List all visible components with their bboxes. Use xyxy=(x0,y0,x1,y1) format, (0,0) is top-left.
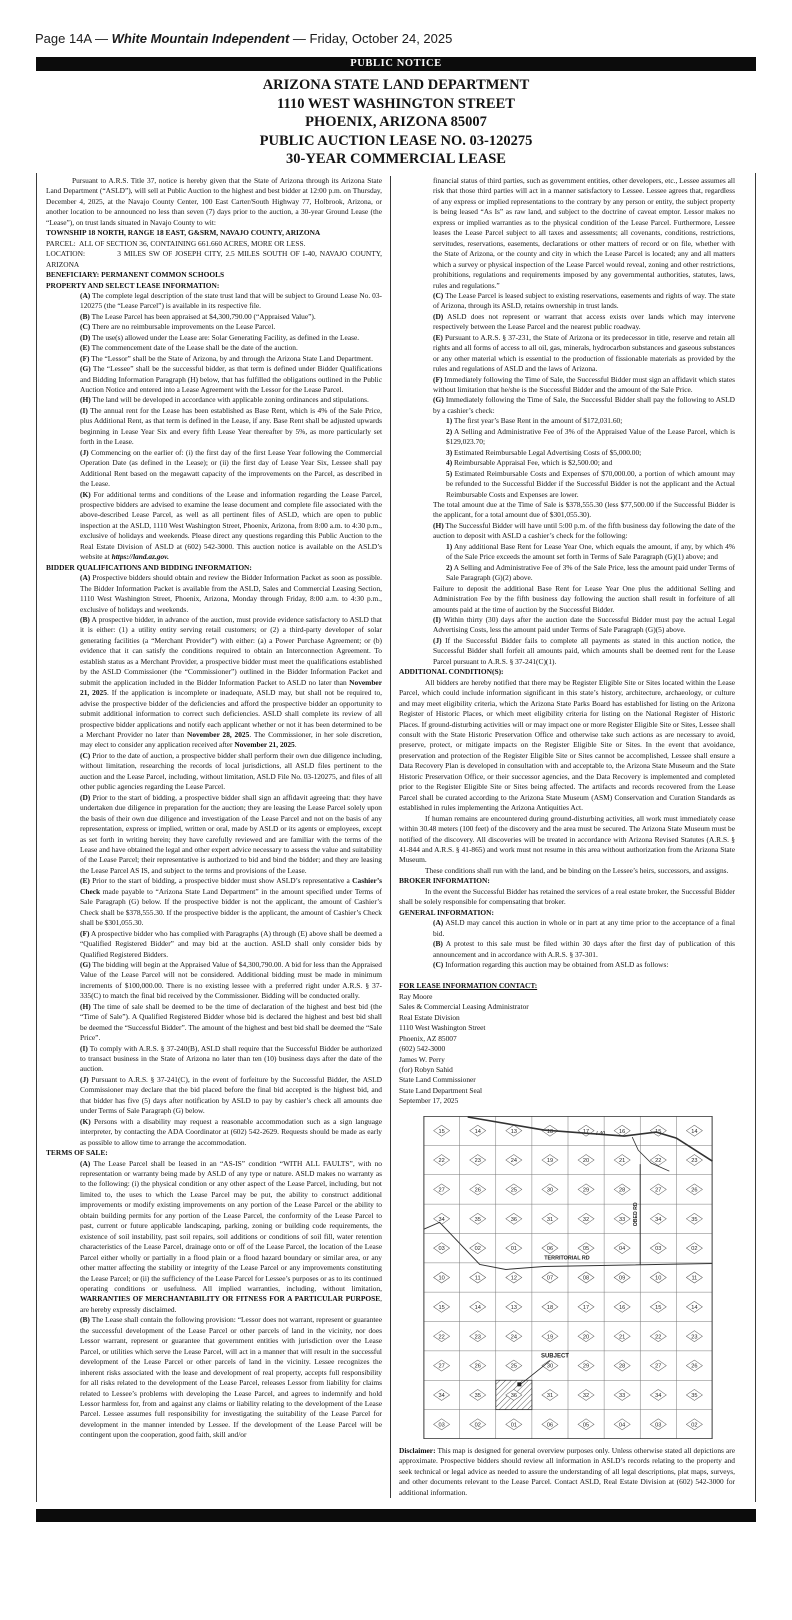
total-due-paragraph: The total amount due at the Time of Sale is $378,555.30 (less $77,500.00 if the Successful Bidder is the applicant, for a total amount due of $301,055.30). xyxy=(433,500,735,520)
terms-item-b-continued: financial status of third parties, such as government entities, other developers, etc., Lessee assumes all risk that those third parties will act in a manner satisfactory to Lessee. Lessee agrees that, regardless of any express or implied representations to the contrary by any person or entity, the subject property is being leased “As Is” as raw land, and subject to the doctrine of caveat emptor. Lessor makes no express or implied warranties as to the physical condition of the Lease Parcel. Furthermore, Lessee leases the Lease Parcel subject to all taxes and assessments; all covenants, conditions, restrictions, servitudes, reservations, easements, declarations or other matters of record or on file, whether with the State of Arizona, or the county and city in which the Lease Parcel is located; any and all matters which a survey or physical inspection of the Lease Parcel would reveal, zoning and other restrictions, prohibitions, regulations and requirements imposed by any governmental authorities, statutes, laws, rules and regulations.” xyxy=(433,175,735,290)
bottom-black-rule xyxy=(36,1509,756,1522)
section-number: 14 xyxy=(691,1304,698,1311)
section-number: 26 xyxy=(691,1187,698,1194)
territorial-road-label: TERRITORIAL RD xyxy=(544,1255,590,1262)
terms-item-g: (G) Immediately following the Time of Sale, the Successful Bidder shall pay the following to ASLD by a cashier’s check: xyxy=(433,395,735,415)
location-line: LOCATION: 3 MILES SW OF JOSEPH CITY, 2.5 MILES SOUTH OF I-40, NAVAJO COUNTY, ARIZONA xyxy=(46,249,382,269)
section-number: 13 xyxy=(510,1304,517,1311)
section-number: 14 xyxy=(474,1304,481,1311)
section-number: 21 xyxy=(619,1157,626,1164)
section-number: 03 xyxy=(655,1246,662,1253)
subject-label: SUBJECT xyxy=(540,1353,569,1360)
section-number: 24 xyxy=(510,1334,517,1341)
notice-columns xyxy=(36,173,756,1502)
section-number: 28 xyxy=(619,1187,626,1194)
section-number: 24 xyxy=(510,1157,517,1164)
map-disclaimer: Disclaimer: This map is designed for general overview purposes only. Unless otherwise stated all depictions are approximate. Prospective bidders should review all information in ASLD’s records relating to the property and seek technical or legal advice as needed to assure the understanding of all legal descriptions, plat maps, surveys, and other documents relevant to the Lease Parcel. Contact ASLD, Real Estate Division at (602) 542-3000 for additional information. xyxy=(399,1445,735,1497)
section-number: 27 xyxy=(438,1363,445,1370)
intro-paragraph: Pursuant to A.R.S. Title 37, notice is hereby given that the State of Arizona through its Arizona State Land Department (“ASLD”), will sell at Public Auction to the highest and best bidder at 12:00 p.m. on Thursday, December 4, 2025, at the Navajo County Center, 100 East Carter/South Highway 77, Holbrook, Arizona, or another location to be announced no less than seven (7) days prior to the auction, a 30-year Ground Lease (the “Lease”), on trust lands situated in Navajo County to wit: xyxy=(46,175,382,227)
deposit-item-2: 2) A Selling and Administrative Fee of 3% of the Sale Price, less the amount paid under Terms of Sale Paragraph (G)(2) above. xyxy=(446,562,735,583)
section-number: 35 xyxy=(474,1392,481,1399)
bidder-item-f: (F) A prospective bidder who has complied with Paragraphs (A) through (E) above shall be deemed a “Qualified Registered Bidder” and may bid at the auction. ASLD shall only consider bids by Qualified Registered Bidders. xyxy=(80,928,382,959)
subject-arrow-tip xyxy=(517,1382,521,1386)
section-number: 29 xyxy=(582,1363,590,1370)
section-number: 06 xyxy=(546,1422,554,1429)
section-number: 29 xyxy=(582,1187,590,1194)
section-number: 34 xyxy=(655,1216,662,1223)
section-number: 26 xyxy=(474,1187,481,1194)
section-number: 32 xyxy=(582,1392,590,1399)
terms-item-i: (I) Within thirty (30) days after the auction date the Successful Bidder must pay the actual Legal Advertising Costs, less the amount paid under Terms of Sale Paragraph (G)(5) above. xyxy=(433,615,735,635)
section-number: 33 xyxy=(619,1392,626,1399)
interstate-40-road xyxy=(468,1117,713,1161)
section-number: 14 xyxy=(691,1128,698,1135)
broker-paragraph: In the event the Successful Bidder has retained the services of a real estate broker, the Successful Bidder shall be solely responsible for compensating that broker. xyxy=(399,886,735,907)
section-number: 22 xyxy=(655,1334,662,1341)
section-number: 22 xyxy=(655,1157,662,1164)
section-number: 12 xyxy=(510,1275,517,1282)
section-number: 33 xyxy=(619,1216,626,1223)
bidder-item-h: (H) The time of sale shall be deemed to be the time of declaration of the highest and best bid (the “Time of Sale”). A Qualified Registered Bidder whose bid is declared the highest and best bid shall be deemed the “Successful Bidder”. The amount of the highest and best bid shall be deemed the “Sale Price”. xyxy=(80,1001,382,1043)
human-remains-paragraph: If human remains are encountered during ground-disturbing activities, all work must immediately cease within 30.48 meters (100 feet) of the discovery and the area must be secured. The Arizona State Museum must be notified of the discovery. All discoveries will be treated in accordance with Arizona Revised Statutes (A.R.S. § 41-844 and A.R.S. § 41-865) and work must not resume in this area without authorization from the Arizona State Museum. xyxy=(399,813,735,865)
title-line: 30-YEAR COMMERCIAL LEASE xyxy=(286,151,506,168)
property-item-d: (D) The use(s) allowed under the Lease are: Solar Generating Facility, as defined in the Lease. xyxy=(80,332,360,342)
plat-map-container xyxy=(423,1116,713,1439)
general-item-b: (B) A protest to this sale must be filed within 30 days after the first day of publication of this announcement and in accordance with A.R.S. § 37-301. xyxy=(433,939,735,959)
payment-item-3: 3) Estimated Reimbursable Legal Advertising Costs of $5,000.00; xyxy=(446,447,642,457)
folio-paper-name: White Mountain Independent xyxy=(111,31,290,46)
title-line: PUBLIC AUCTION LEASE NO. 03-120275 xyxy=(259,132,533,149)
section-number: 27 xyxy=(655,1363,662,1370)
section-number: 19 xyxy=(546,1157,554,1164)
broker-information-heading: BROKER INFORMATION: xyxy=(399,876,490,886)
section-number: 20 xyxy=(582,1157,590,1164)
section-number: 35 xyxy=(691,1392,698,1399)
section-number: 04 xyxy=(619,1246,626,1253)
section-number: 04 xyxy=(619,1422,626,1429)
section-number: 16 xyxy=(619,1304,626,1311)
section-number: 25 xyxy=(510,1363,517,1370)
terms-item-e: (E) Pursuant to A.R.S. § 37-231, the State of Arizona or its predecessor in title, reserve and retain all rights and all forms of access to all oil, gas, minerals, hydrocarbon substances and gaseous substances or any other material which is essential to the production of fissionable materials as provided by the rules and regulations of ASLD and the laws of Arizona. xyxy=(433,332,735,374)
contact-street: 1110 West Washington Street xyxy=(399,1023,486,1033)
additional-conditions-heading: ADDITIONAL CONDITION(S): xyxy=(399,667,504,677)
section-number: 25 xyxy=(510,1187,517,1194)
property-item-e: (E) The commencement date of the Lease shall be the date of the auction. xyxy=(80,343,298,353)
deposit-item-1: 1) Any additional Base Rent for Lease Year One, which equals the amount, if any, by which 4% of the Sale Price exceeds the amount set forth in Terms of Sale Paragraph (G)(1) above; and xyxy=(446,541,735,562)
right-column xyxy=(399,176,735,1498)
section-number: 10 xyxy=(655,1275,662,1282)
contact-city: Phoenix, AZ 85007 xyxy=(399,1033,457,1043)
bidder-item-a: (A) Prospective bidders should obtain and review the Bidder Information Packet as soon as possible. The Bidder Information Packet is available from the ASLD, Sales and Commercial Leasing Section, 1110 West Washington Street, Phoenix, Arizona, Monday through Friday, 8:00 a.m. to 4:30 p.m., exclusive of holidays and weekends. xyxy=(80,573,382,614)
section-number: 02 xyxy=(691,1246,698,1253)
property-item-i: (I) The annual rent for the Lease has been established as Base Rent, which is 4% of the Sale Price, plus Additional Rent, as that term is defined in the Lease, if any. Base Rent shall be adjusted upwards beginning in Lease Year Six and every fifth Lease Year thereafter by 5%, as more particularly set forth in the Lease. xyxy=(80,405,382,447)
folio-page-number: Page 14A — xyxy=(35,31,112,46)
public-notice-banner: PUBLIC NOTICE xyxy=(36,57,756,71)
terms-item-a: (A) The Lease Parcel shall be leased in an “AS-IS” condition “WITH ALL FAULTS”, with no representation or warranty being made by ASLD of any type or nature. ASLD makes no warranty as to the following: (i) the physical condition or any other aspect of the Lease Parcel, including, but not limited to, the uses to which the Lease Parcel may be put, the ability to construct additional improvements or modify existing improvements on any portion of the Lease Parcel or the ability to obtain building permits for any portion of the Lease Parcel, the conformity of the Lease Parcel to past, current or future applicable landscaping, parking, zoning or building code requirements, the existence of soil instability, past soil repairs, soil additions or conditions of soil fill, water retention characteristics of the Lease Parcel, drainage onto or off of the Lease Parcel, the location of the Lease Parcel either wholly or partially in a flood plain or a flood hazard boundary or similar area, or any other matter affecting the stability or integrity of the Lease Parcel or any improvements constituting the Lease Parcel; or (ii) the sufficiency of the Lease Parcel for Lessee’s purposes or as to its continued operating conditions or usefulness. All implied warranties, including, without limitation, WARRANTIES OF MERCHANTABILITY OR FITNESS FOR A PARTICULAR PURPOSE, are hereby expressly disclaimed. xyxy=(80,1158,382,1314)
section-number: 11 xyxy=(474,1275,481,1282)
section-number: 16 xyxy=(619,1128,626,1135)
bidder-item-c: (C) Prior to the date of auction, a prospective bidder shall perform their own due diligence including, without limitation, researching the records of local jurisdictions, all ASLD files pertinent to the auction and the Lease Parcel, including, without limitation, ASLD File No. 03-120275, and files of all other public agencies regarding the Lease Parcel. xyxy=(80,750,382,792)
bidder-item-b: (B) A prospective bidder, in advance of the auction, must provide evidence satisfactory to ASLD that it is either: (1) a utility entity serving retail customers; or (2) a third-party developer of solar generating facilities (a “Merchant Provider”) with either: (a) a Power Purchase Agreement; or (b) evidence that it can satisfy the conditions required to obtain an Interconnection Agreement. To establish status as a Merchant Provider, a prospective bidder must meet the qualifications established by the ASLD Commissioner (the “Commissioner”) outlined in the Bidder Information Packet and submit the application included in the Bidder Information Packet to ASLD no later than November 21, 2025. If the application is incomplete or inadequate, ASLD may, but shall not be required to, advise the prospective bidder of the deficiencies and afford the prospective bidder an opportunity to submit additional information to correct such deficiencies. ASLD shall complete its review of all prospective bidder applications and notify each applicant whether or not it has been determined to be a Merchant Provider no later than November 28, 2025. The Commissioner, in her sole discretion, may elect to consider any application received after November 21, 2025. xyxy=(80,615,382,750)
section-number: 32 xyxy=(582,1216,590,1223)
terms-item-f: (F) Immediately following the Time of Sale, the Successful Bidder must sign an affidavit which states without limitation that he/she is the Successful Bidder and the amount of the Sale Price. xyxy=(433,374,736,395)
property-info-heading: PROPERTY AND SELECT LEASE INFORMATION: xyxy=(46,280,220,290)
section-number: 30 xyxy=(546,1363,554,1370)
section-number: 01 xyxy=(510,1246,517,1253)
section-number: 02 xyxy=(691,1422,698,1429)
section-number: 26 xyxy=(474,1363,481,1370)
general-information-heading: GENERAL INFORMATION: xyxy=(399,907,494,917)
section-number: 31 xyxy=(546,1392,554,1399)
page-folio xyxy=(35,31,452,46)
property-item-h: (H) The land will be developed in accordance with applicable zoning ordinances and stipulations. xyxy=(80,395,369,405)
left-column xyxy=(46,176,382,1498)
section-number: 34 xyxy=(438,1216,445,1223)
signatory-name: James W. Perry xyxy=(399,1054,445,1064)
terms-item-b: (B) The Lease shall contain the following provision: “Lessor does not warrant, represent or guarantee the successful development of the Lease Parcel or other parcels of land in the vicinity, nor does Lessor warrant, represent or guarantee that government entities with jurisdiction over the Lease Parcel, or utilities which serve the Lease Parcel, will act in a manner that will result in the successful development of the Lease Parcel or other parcels of land in the vicinity. Lessee recognizes the inherent risks associated with the lease and development of real property, accepts full responsibility for all risks related to the development of the Lease Parcel, releases Lessor from liability for claims related to Lessee’s problems with developing the Lease Parcel, and agrees to indemnify and hold Lessor harmless for, from and against any claims or liability relating to the development of the Lease Parcel. Lessee assumes full responsibility for investigating the suitability of the Lease Parcel for development in the manner intended by Lessee. If the development of the Lease Parcel will be contingent upon the cooperation, good faith, skill and/or xyxy=(80,1315,382,1440)
property-item-a: (A) The complete legal description of the state trust land that will be subject to Ground Lease No. 03-120275 (the “Lease Parcel”) is available in its respective file. xyxy=(80,290,382,311)
column-divider-rule xyxy=(390,176,391,1498)
section-number: 31 xyxy=(546,1216,554,1223)
township-plat-map xyxy=(423,1116,713,1439)
section-number: 21 xyxy=(619,1334,626,1341)
general-item-c: (C) Information regarding this auction may be obtained from ASLD as follows: xyxy=(433,959,669,969)
section-number: 02 xyxy=(474,1422,481,1429)
section-number: 23 xyxy=(474,1334,481,1341)
contact-phone: (602) 542-3000 xyxy=(399,1044,446,1054)
section-number: 34 xyxy=(438,1392,445,1399)
section-number: 06 xyxy=(546,1246,554,1253)
section-number: 03 xyxy=(438,1422,445,1429)
section-number: 34 xyxy=(655,1392,662,1399)
section-number: 05 xyxy=(582,1246,590,1253)
section-number: 27 xyxy=(438,1187,445,1194)
forfeiture-paragraph: Failure to deposit the additional Base Rent for Lease Year One plus the additional Selling and Administration Fee by the fifth business day following the auction shall result in forfeiture of all amounts paid at the time of auction by the Successful Bidder. xyxy=(433,583,735,614)
signatory-for: (for) Robyn Sahid xyxy=(399,1065,453,1075)
seal-line: State Land Department Seal xyxy=(399,1085,483,1095)
section-number: 27 xyxy=(655,1187,662,1194)
bidder-qualifications-heading: BIDDER QUALIFICATIONS AND BIDDING INFORMATION: xyxy=(46,562,252,572)
property-item-f: (F) The “Lessor” shall be the State of Arizona, by and through the Arizona State Land Department. xyxy=(80,353,373,363)
section-number: 07 xyxy=(546,1275,554,1282)
bidder-item-k: (K) Persons with a disability may request a reasonable accommodation such as a sign language interpreter, by contacting the ADA Coordinator at (602) 542-2629. Requests should be made as early as possible to allow time to arrange the accommodation. xyxy=(80,1116,382,1147)
property-item-b: (B) The Lease Parcel has been appraised at $4,300,790.00 (“Appraised Value”). xyxy=(80,311,316,321)
section-number: 10 xyxy=(438,1275,445,1282)
interstate-40-label: I-40 xyxy=(596,1130,606,1137)
terms-of-sale-heading: TERMS OF SALE: xyxy=(46,1148,108,1158)
lease-contact-heading: FOR LEASE INFORMATION CONTACT: xyxy=(399,981,538,991)
section-number: 23 xyxy=(691,1334,698,1341)
section-number: 13 xyxy=(510,1128,517,1135)
section-number: 19 xyxy=(546,1334,554,1341)
payment-item-4: 4) Reimbursable Appraisal Fee, which is $2,500.00; and xyxy=(446,458,613,468)
section-number: 17 xyxy=(582,1128,590,1135)
folio-date: — Friday, October 24, 2025 xyxy=(289,31,453,46)
payment-item-1: 1) The first year’s Base Rent in the amount of $172,031.60; xyxy=(446,416,623,426)
title-line: ARIZONA STATE LAND DEPARTMENT xyxy=(262,77,530,93)
signatory-title: State Land Commissioner xyxy=(399,1075,476,1085)
terms-item-h: (H) The Successful Bidder will have until 5:00 p.m. of the fifth business day following the date of the auction to deposit with ASLD a cashier’s check for the following: xyxy=(433,520,735,541)
beneficiary-heading: BENEFICIARY: PERMANENT COMMON SCHOOLS xyxy=(46,270,225,280)
public-notice-box xyxy=(36,57,756,1522)
section-number: 18 xyxy=(546,1128,554,1135)
contact-division: Real Estate Division xyxy=(399,1012,460,1022)
township-heading: TOWNSHIP 18 NORTH, RANGE 18 EAST, G&SRM, NAVAJO COUNTY, ARIZONA xyxy=(46,228,321,238)
section-number: 26 xyxy=(691,1363,698,1370)
section-number: 36 xyxy=(510,1392,517,1399)
bidder-item-d: (D) Prior to the start of bidding, a prospective bidder shall sign an affidavit agreeing that: they have undertaken due diligence in preparation for the auction; they are leasing the Lease Parcel solely upon the basis of their own due diligence and investigation of the Lease Parcel and not on the basis of any representation, express or implied, written or oral, made by ASLD or its agents or employees, except as set forth in writing herein; they have carefully reviewed and are familiar with the terms of the Lease and have obtained the legal and other expert advice necessary to assess the value and suitability of the Lease Parcel; their representative is authorized to bid and bind the bidder; and they are leasing the Lease Parcel AS IS, and subject to the terms and provisions of the Lease. xyxy=(80,792,382,875)
title-line: 1110 WEST WASHINGTON STREET xyxy=(277,95,515,112)
section-number: 08 xyxy=(582,1275,590,1282)
section-number: 30 xyxy=(546,1187,554,1194)
property-item-g: (G) The “Lessee” shall be the successful bidder, as that term is defined under Bidder Qualifications and Bidding Information Paragraph (H) below, that has fulfilled the obligations outlined in the Public Auction Notice and entered into a Lease Agreement with the Lessor for the Lease Parcel. xyxy=(80,364,382,395)
section-number: 15 xyxy=(655,1304,662,1311)
notice-date: September 17, 2025 xyxy=(399,1096,459,1106)
section-number: 05 xyxy=(582,1422,590,1429)
historic-sites-paragraph: All bidders are hereby notified that there may be Register Eligible Site or Sites located within the Lease Parcel, which could include information significant in this state’s history, architecture, archaeology, or culture and may meet eligibility criteria, which the Arizona State Parks Board has established for listing on the Arizona Register of Historic Places, or which meet eligibility criteria for listing on the National Register of Historic Places. If ground-disturbing activities will or may impact one or more Register Eligible Site or Sites, Lessee shall consult with the State Historic Preservation Office and otherwise take such actions as are necessary to avoid, preserve, protect, or mitigate impacts on the Register Eligible Site or Sites. In the event that avoidance, preservation and protection of the Register Eligible Site or Sites cannot be accomplished, Lessee shall ensure a Data Recovery Plan is developed in consultation with and acceptable to, the Arizona State Museum and the State Historic Preservation Office, or their successor agencies, and the Data Recovery is implemented and completed prior to the Register Eligible Site or Sites being affected. The artifacts and records recovered from the Lease Parcel shall be curated according to the Arizona State Museum (ASM) Conservation and Curation Standards as established in rules implementing the Arizona Antiquities Act. xyxy=(399,677,735,813)
section-number: 03 xyxy=(438,1246,445,1253)
section-number: 09 xyxy=(619,1275,626,1282)
bidder-item-i: (I) To comply with A.R.S. § 37-240(B), ASLD shall require that the Successful Bidder be authorized to transact business in the State of Arizona no later than ten (10) business days after the date of the auction. xyxy=(80,1043,382,1074)
section-number: 02 xyxy=(474,1246,481,1253)
contact-name: Ray Moore xyxy=(399,991,433,1001)
general-item-a: (A) ASLD may cancel this auction in whole or in part at any time prior to the acceptance of a final bid. xyxy=(433,918,735,938)
section-number: 28 xyxy=(619,1363,626,1370)
terms-item-d: (D) ASLD does not represent or warrant that access exists over lands which may intervene respectively between the Lease Parcel and the nearest public roadway. xyxy=(433,311,735,332)
section-number: 15 xyxy=(438,1304,445,1311)
bidder-item-j: (J) Pursuant to A.R.S. § 37-241(C), in the event of forfeiture by the Successful Bidder, the ASLD Commissioner may declare that the bid placed before the final bid accepted is the highest bid, and that bidder has five (5) days after notification by ASLD to pay by cashier’s check all amounts due under Terms of Sale Paragraph (G) below. xyxy=(80,1074,382,1116)
section-number: 22 xyxy=(438,1157,445,1164)
property-item-j: (J) Commencing on the earlier of: (i) the first day of the first Lease Year following the Commercial Operation Date (as defined in the Lease); or (ii) the first day of Lease Year Six, Lessee shall pay Additional Rent based on the megawatt capacity of the improvements on the Parcel, as described in the Lease. xyxy=(80,447,382,489)
section-number: 01 xyxy=(510,1422,517,1429)
payment-item-5: 5) Estimated Reimbursable Costs and Expenses of $70,000.00, a portion of which amount may be refunded to the Successful Bidder if the Successful Bidder is not the applicant and the Actual Reimbursable Costs and Expenses are lower. xyxy=(446,468,735,499)
property-item-c: (C) There are no reimbursable improvements on the Lease Parcel. xyxy=(80,322,276,332)
section-number: 22 xyxy=(438,1334,445,1341)
bidder-item-g: (G) The bidding will begin at the Appraised Value of $4,300,790.00. A bid for less than the Appraised Value of the Lease Parcel will not be considered. Additional bidding must be made in minimum increments of $100,000.00. There is no existing lessee with a preferred right under A.R.S. § 37-335(C) to match the final bid received by the Commissioner. Bidding will be conducted orally. xyxy=(80,959,382,1001)
section-number: 20 xyxy=(582,1334,590,1341)
title-line: PHOENIX, ARIZONA 85007 xyxy=(305,114,487,131)
section-number: 18 xyxy=(546,1304,554,1311)
section-number: 17 xyxy=(582,1304,590,1311)
section-number: 35 xyxy=(474,1216,481,1223)
section-number: 23 xyxy=(691,1157,698,1164)
branch-road xyxy=(632,1137,669,1171)
payment-item-2: 2) A Selling and Administrative Fee of 3% of the Appraised Value of the Lease Parcel, which is $129,023.70; xyxy=(446,426,735,447)
terms-item-j: (J) If the Successful Bidder fails to complete all payments as stated in this auction notice, the Successful Bidder shall forfeit all amounts paid, which amounts shall be deemed rent for the Lease Parcel pursuant to A.R.S. § 37-241(C)(1). xyxy=(433,635,735,666)
section-number: 36 xyxy=(510,1216,517,1223)
conditions-run-with-land-paragraph: These conditions shall run with the land, and be binding on the Lessee’s heirs, successors, and assigns. xyxy=(425,865,729,875)
section-number: 03 xyxy=(655,1422,662,1429)
section-number: 23 xyxy=(474,1157,481,1164)
property-item-k: (K) For additional terms and conditions of the Lease and information regarding the Lease Parcel, prospective bidders are advised to examine the lease document and complete file associated with the above-described Lease Parcel, as well as all pertinent files of ASLD, which are open to public inspection at the ASLD, 1110 West Washington Street, Phoenix, Arizona, from 8:00 a.m. to 4:30 p.m., exclusive of holidays and weekends. Please direct any questions regarding this Public Auction to the Real Estate Division of ASLD at (602) 542-3000. This auction notice is available on the ASLD’s website at https://land.az.gov. xyxy=(80,489,382,562)
contact-title: Sales & Commercial Leasing Administrator xyxy=(399,1002,529,1012)
obed-road-label: OBED RD xyxy=(633,1202,640,1227)
section-number: 35 xyxy=(691,1216,698,1223)
parcel-line: PARCEL: ALL OF SECTION 36, CONTAINING 661.660 ACRES, MORE OR LESS. xyxy=(46,238,306,248)
terms-item-c: (C) The Lease Parcel is leased subject to existing reservations, easements and rights of way. The state of Arizona, through its ASLD, retains ownership in trust lands. xyxy=(433,290,735,311)
section-number: 14 xyxy=(474,1128,481,1135)
bidder-item-e: (E) Prior to the start of bidding, a prospective bidder must show ASLD’s representative a Cashier’s Check made payable to “Arizona State Land Department” in the amount specified under Terms of Sale Paragraph (G) below. If the prospective bidder is not the applicant, the amount of Cashier’s Check shall be $378,555.30. If the prospective bidder is the applicant, the amount of Cashier’s Check shall be $301,055.30. xyxy=(80,876,382,928)
section-number: 15 xyxy=(655,1128,662,1135)
notice-title-block xyxy=(36,71,756,173)
section-number: 15 xyxy=(438,1128,445,1135)
section-number: 11 xyxy=(691,1275,698,1282)
